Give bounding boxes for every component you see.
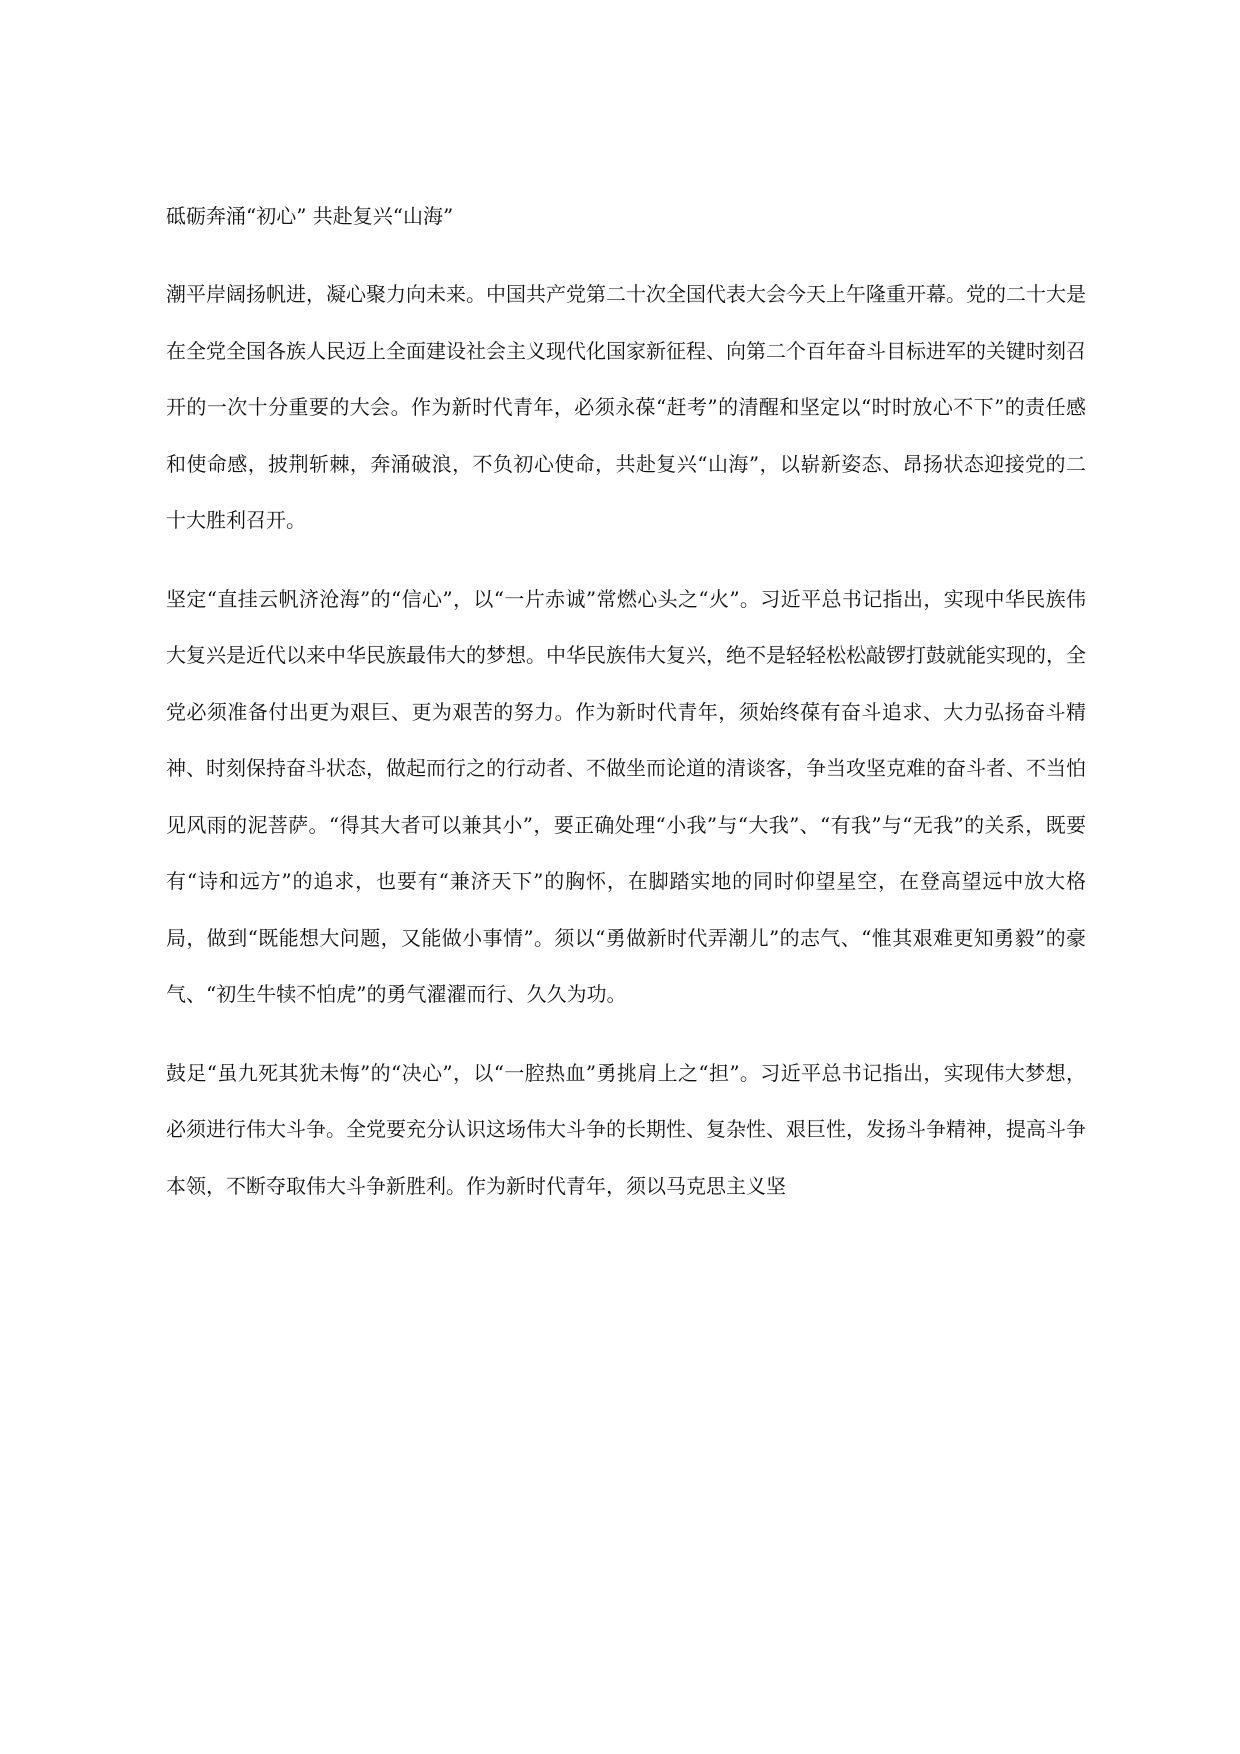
- document-title: 砥砺奔涌“初心” 共赴复兴“山海”: [166, 204, 454, 228]
- document-body: [166, 196, 1086, 1236]
- paragraph-2: 坚定“直挂云帆济沧海”的“信心”，以“一片赤诚”常燃心头之“火”。习近平总书记指出，实现中华民族伟大复兴是近代以来中华民族最伟大的梦想。中华民族伟大复兴，绝不是轻轻松松敲锣打鼓就能实现的，全党必须准备付出更为艰巨、更为艰苦的努力。作为新时代青年，须始终葆有奋斗追求、大力弘扬奋斗精神、时刻保持奋斗状态，做起而行之的行动者、不做坐而论道的清谈客，争当攻坚克难的奋斗者、不当怕见风雨的泥菩萨。“得其大者可以兼其小”，要正确处理“小我”与“大我”、“有我”与“无我”的关系，既要有“诗和远方”的追求，也要有“兼济天下”的胸怀，在脚踏实地的同时仰望星空，在登高望远中放大格局，做到“既能想大问题，又能做小事情”。须以“勇做新时代弄潮儿”的志气、“惟其艰难更知勇毅”的豪气、“初生牛犊不怕虎”的勇气濯濯而行、久久为功。: [166, 586, 1086, 1006]
- paragraph-1: 潮平岸阔扬帆进，凝心聚力向未来。中国共产党第二十次全国代表大会今天上午隆重开幕。党的二十大是在全党全国各族人民迈上全面建设社会主义现代化国家新征程、向第二个百年奋斗目标进军的关键时刻召开的一次十分重要的大会。作为新时代青年，必须永葆“赶考”的清醒和坚定以“时时放心不下”的责任感和使命感，披荆斩棘，奔涌破浪，不负初心使命，共赴复兴“山海”，以崭新姿态、昂扬状态迎接党的二十大胜利召开。: [166, 282, 1086, 532]
- paragraph-3: 鼓足“虽九死其犹未悔”的“决心”，以“一腔热血”勇挑肩上之“担”。习近平总书记指出，实现伟大梦想，必须进行伟大斗争。全党要充分认识这场伟大斗争的长期性、复杂性、艰巨性，发扬斗争精神，提高斗争本领，不断夺取伟大斗争新胜利。作为新时代青年，须以马克思主义坚: [166, 1060, 1086, 1198]
